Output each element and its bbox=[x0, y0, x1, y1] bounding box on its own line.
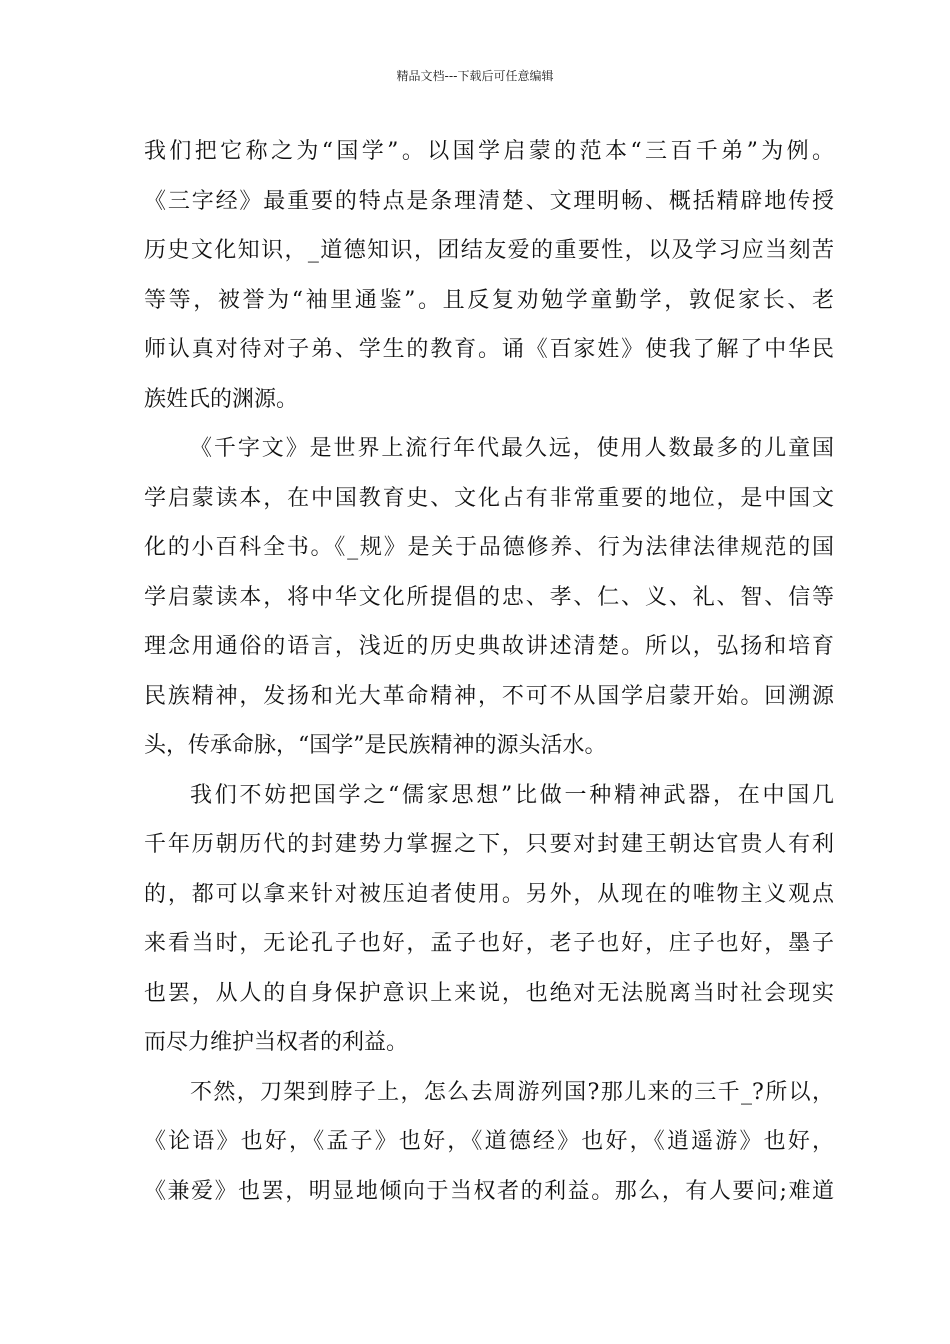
document-body bbox=[144, 127, 834, 1216]
text-line: 历史文化知识，_道德知识，团结友爱的重要性，以及学习应当刻苦 bbox=[144, 238, 834, 263]
paragraph-4 bbox=[144, 1068, 834, 1217]
text-line: 族姓氏的渊源。 bbox=[144, 386, 299, 412]
text-line: 我们不妨把国学之“儒家思想”比做一种精神武器，在中国几 bbox=[190, 782, 834, 808]
text-line: 化的小百科全书。《_规》是关于品德修养、行为法律法律规范的国 bbox=[144, 535, 834, 560]
paragraph-1 bbox=[144, 127, 834, 424]
text-line: 学启蒙读本，将中华文化所提倡的忠、孝、仁、义、礼、智、信等 bbox=[144, 584, 834, 610]
text-line: 《三字经》最重要的特点是条理清楚、文理明畅、概括精辟地传授 bbox=[144, 188, 834, 214]
text-line: 等等，被誉为“袖里通鉴”。且反复劝勉学童勤学，敦促家长、老 bbox=[144, 287, 834, 313]
text-line: 理念用通俗的语言，浅近的历史典故讲述清楚。所以，弘扬和培育 bbox=[144, 634, 834, 659]
paragraph-2 bbox=[144, 424, 834, 771]
text-line: 而尽力维护当权者的利益。 bbox=[144, 1030, 409, 1055]
text-line: 我们把它称之为“国学”。以国学启蒙的范本“三百千弟”为例。 bbox=[144, 139, 834, 164]
text-line: 不然，刀架到脖子上，怎么去周游列国?那儿来的三千_?所以， bbox=[190, 1079, 834, 1105]
text-line: 千年历朝历代的封建势力掌握之下，只要对封建王朝达官贵人有利 bbox=[144, 832, 834, 857]
paragraph-3 bbox=[144, 771, 834, 1068]
text-line: 学启蒙读本，在中国教育史、文化占有非常重要的地位，是中国文 bbox=[144, 485, 834, 511]
text-line: 师认真对待对子弟、学生的教育。诵《百家姓》使我了解了中华民 bbox=[144, 337, 834, 362]
text-line: 《兼爱》也罢，明显地倾向于当权者的利益。那么，有人要问;难道 bbox=[144, 1178, 834, 1204]
text-line: 来看当时，无论孔子也好，孟子也好，老子也好，庄子也好，墨子 bbox=[144, 931, 834, 956]
text-line: 民族精神，发扬和光大革命精神，不可不从国学启蒙开始。回溯源 bbox=[144, 683, 834, 709]
text-line: 头，传承命脉，“国学”是民族精神的源头活水。 bbox=[144, 733, 607, 758]
page-header: 精品文档---下载后可任意编辑 bbox=[396, 69, 554, 83]
text-line: 的，都可以拿来针对被压迫者使用。另外，从现在的唯物主义观点 bbox=[144, 881, 834, 907]
text-line: 《千字文》是世界上流行年代最久远，使用人数最多的儿童国 bbox=[190, 436, 834, 461]
text-line: 《论语》也好，《孟子》也好，《道德经》也好，《逍遥游》也好， bbox=[144, 1129, 834, 1154]
text-line: 也罢，从人的自身保护意识上来说，也绝对无法脱离当时社会现实 bbox=[144, 980, 834, 1006]
